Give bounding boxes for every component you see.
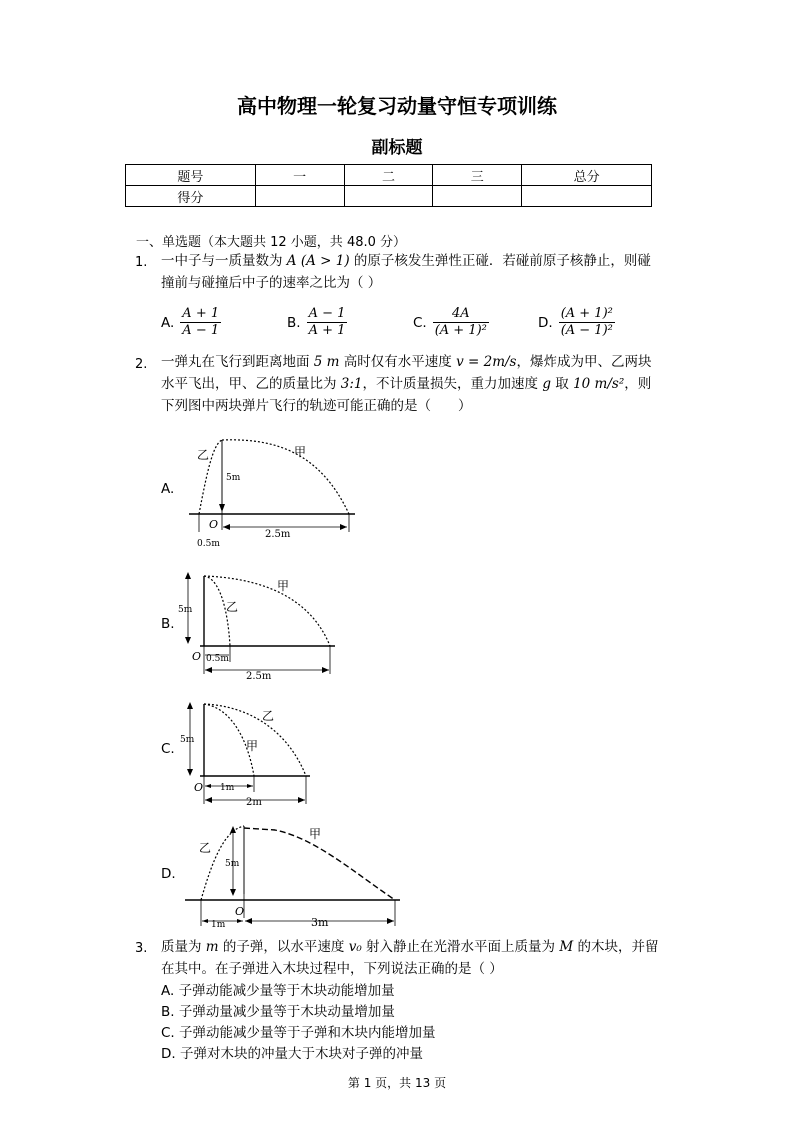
fig-b-height: 5m: [178, 605, 193, 615]
q1-option-b[interactable]: B. $\frac{A - 1}{A + 1}$: [287, 306, 346, 338]
q3-option-d[interactable]: D. 子弹对木块的冲量大于木块对子弹的冲量: [161, 1046, 423, 1062]
question-1-text: 一中子与一质量数为 A (A > 1) 的原子核发生弹性正碰．若碰前原子核静止，则碰撞前与碰撞后中子的速率之比为（ ）: [161, 253, 651, 291]
fig-c-yi: 乙: [262, 709, 275, 723]
fig-a-jia: 甲: [294, 445, 307, 459]
q2-option-c-label[interactable]: C.: [161, 741, 175, 757]
page-title: 高中物理一轮复习动量守恒专项训练: [237, 94, 557, 118]
q1-option-d[interactable]: D. $\frac{\text{(A + 1)²}}{\text{(A − 1)²}}$: [538, 306, 613, 338]
q1-option-c[interactable]: C. $\frac{4A}{\text{(A + 1)²}}$: [413, 306, 487, 338]
fig-d-yi: 乙: [199, 841, 212, 855]
page-subtitle: 副标题: [371, 138, 423, 158]
fig-c-jia: 甲: [246, 739, 259, 753]
fig-a-height: 5m: [226, 473, 241, 483]
fig-c-origin: O: [194, 781, 204, 794]
q2-figure-d: [185, 818, 405, 933]
fig-a-left: 0.5m: [197, 539, 220, 549]
fig-a-right: 2.5m: [265, 529, 291, 540]
question-2-number: 2.: [135, 357, 148, 372]
score-cell: 一: [255, 165, 344, 186]
question-2-text: 一弹丸在飞行到距离地面 5 m 高时仅有水平速度 v = 2m/s，爆炸成为甲、乙两块水平飞出，甲、乙的质量比为 3:1，不计质量损失，重力加速度 g 取 10 m/s²，则下列图中两块弹片飞行的轨迹可能正确的是（ ）: [161, 354, 652, 414]
score-cell: 得分: [126, 186, 256, 207]
score-cell: 题号: [126, 165, 256, 186]
score-table: [125, 164, 652, 207]
fig-d-jia: 甲: [309, 827, 322, 841]
q1-option-a[interactable]: A. $\frac{A + 1}{A - 1}$: [161, 306, 220, 338]
fig-a-origin: O: [209, 518, 219, 531]
fig-d-right: 3m: [311, 916, 329, 929]
score-cell: 总分: [522, 165, 652, 186]
q2-figure-c: [180, 696, 320, 808]
score-cell: 三: [433, 165, 522, 186]
fig-b-origin: O: [192, 650, 202, 663]
question-3-text: 质量为 m 的子弹，以水平速度 v₀ 射入静止在光滑水平面上质量为 M 的木块，并留在其中。在子弹进入木块过程中，下列说法正确的是（ ）: [161, 939, 659, 977]
score-cell: [433, 186, 522, 207]
q2-figure-b: [180, 566, 340, 684]
fig-a-yi: 乙: [197, 448, 210, 462]
q2-figure-a: [185, 432, 365, 550]
section-heading: 一、单选题（本大题共 12 小题，共 48.0 分）: [136, 235, 407, 250]
score-cell: [255, 186, 344, 207]
fig-d-origin: O: [235, 905, 245, 918]
fig-c-height: 5m: [180, 735, 195, 745]
q2-option-b-label[interactable]: B.: [161, 616, 175, 632]
fig-c-near: 1m: [220, 783, 235, 793]
q2-option-d-label[interactable]: D.: [161, 866, 176, 882]
score-cell: 二: [344, 165, 433, 186]
page-footer: 第 1 页，共 13 页: [347, 1076, 447, 1090]
score-table-score-row: [126, 186, 652, 207]
fig-d-height: 5m: [225, 859, 240, 869]
q3-option-a[interactable]: A. 子弹动能减少量等于木块动能增加量: [161, 983, 395, 999]
fig-b-near: 0.5m: [206, 654, 229, 664]
score-cell: [344, 186, 433, 207]
fig-b-yi: 乙: [226, 600, 239, 614]
score-cell: [522, 186, 652, 207]
fig-b-jia: 甲: [277, 579, 290, 593]
q2-option-a-label[interactable]: A.: [161, 481, 175, 497]
q3-option-b[interactable]: B. 子弹动量减少量等于木块动量增加量: [161, 1004, 395, 1020]
score-table-header-row: [126, 165, 652, 186]
fig-c-far: 2m: [246, 797, 262, 808]
question-1-number: 1.: [135, 255, 148, 270]
fig-b-far: 2.5m: [246, 671, 272, 682]
q3-option-c[interactable]: C. 子弹动能减少量等于子弹和木块内能增加量: [161, 1025, 436, 1041]
fig-d-left: 1m: [211, 920, 226, 930]
question-3-number: 3.: [135, 941, 148, 956]
